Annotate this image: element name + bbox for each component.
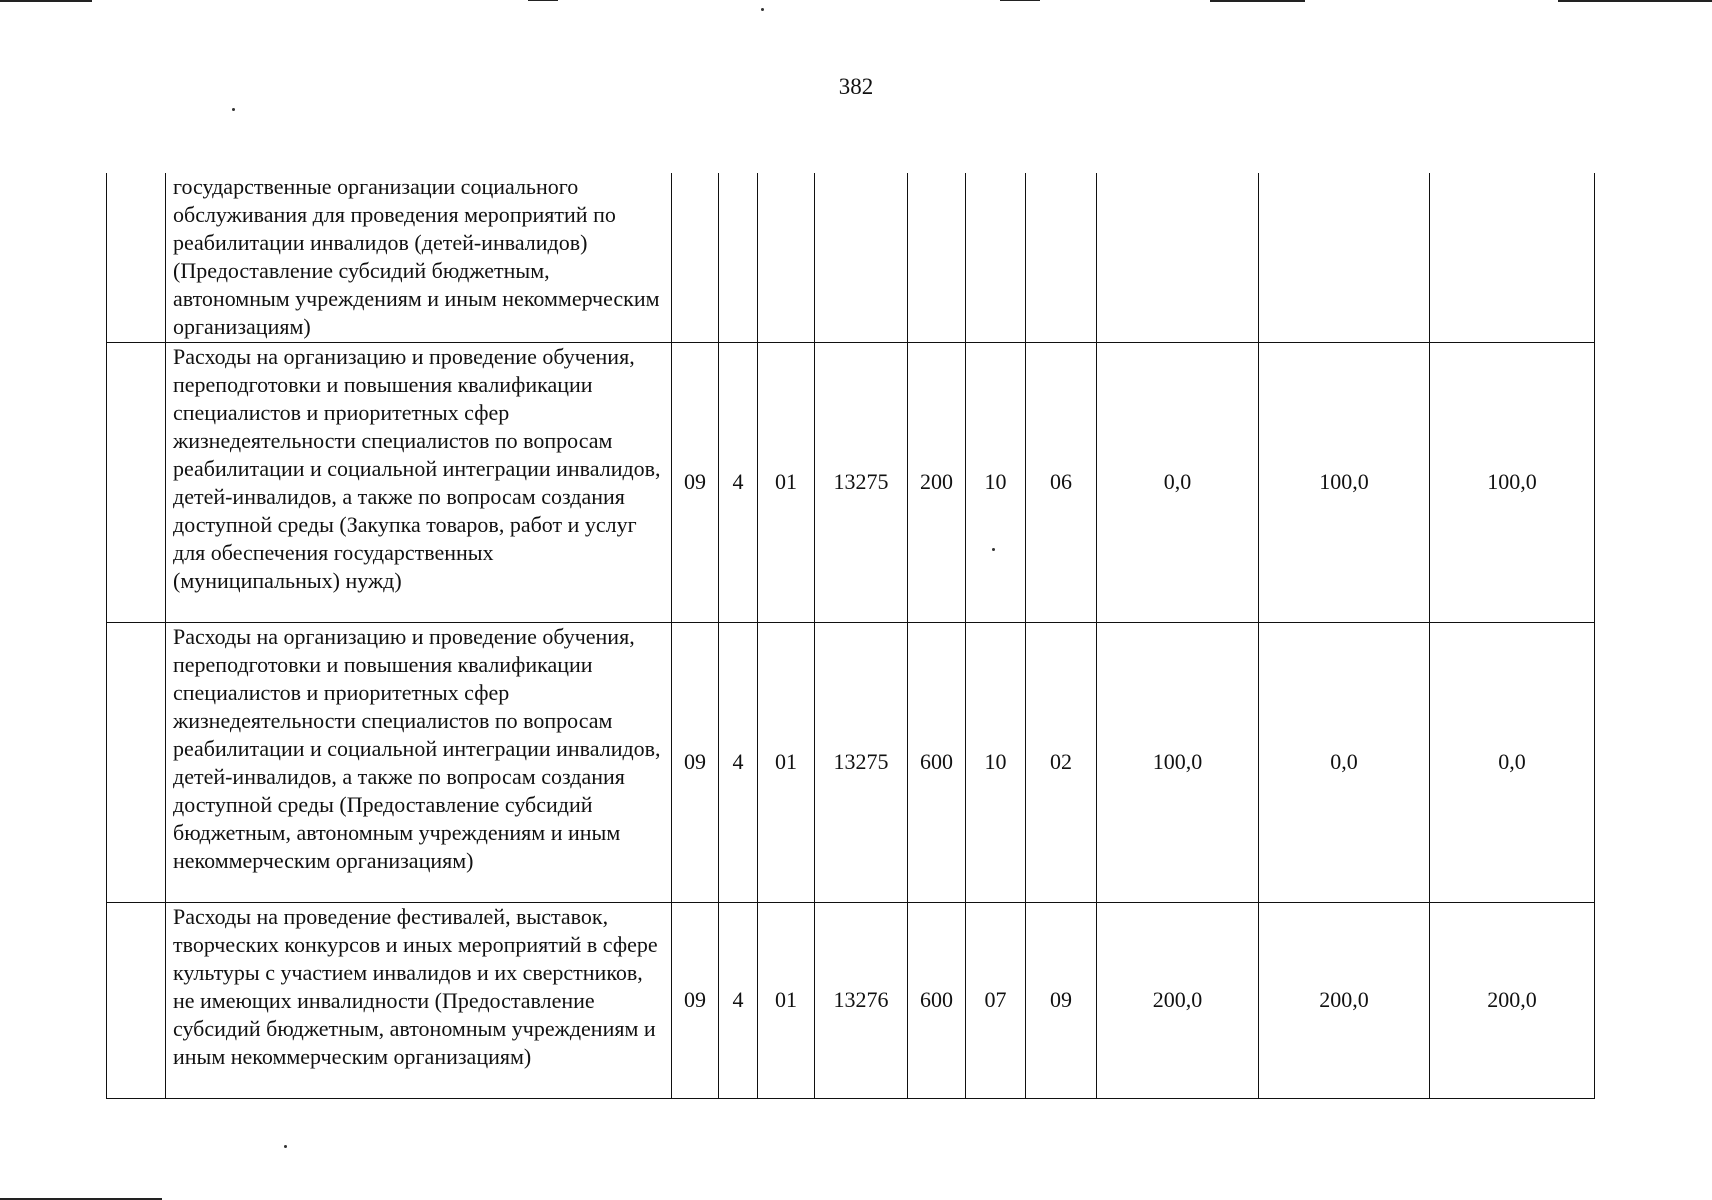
amount-cell xyxy=(1430,173,1595,342)
scan-artifact-dot xyxy=(761,8,764,11)
scan-artifact-line xyxy=(528,0,558,1)
scan-artifact-line xyxy=(0,0,92,2)
table-row xyxy=(107,902,1595,1098)
description-cell: Расходы на организацию и проведение обучения, переподготовки и повышения квалификации специалистов и приоритетных сфер жизнедеятельности специалистов по вопросам реабилитации и социальной интеграции инвалидов, детей-инвалидов, а также по вопросам создания доступной среды (Предоставление субсидий бюджетным, автономным учреждениям и иным некоммерческим организациям) xyxy=(166,622,672,902)
amount-cell: 100,0 xyxy=(1097,622,1259,902)
code-cell: 13276 xyxy=(815,902,908,1098)
code-cell: 600 xyxy=(908,902,966,1098)
scan-artifact-dot xyxy=(284,1145,287,1148)
scan-artifact-line xyxy=(1000,0,1040,1)
code-cell: 09 xyxy=(1026,902,1097,1098)
description-cell: Расходы на организацию и проведение обучения, переподготовки и повышения квалификации специалистов и приоритетных сфер жизнедеятельности специалистов по вопросам реабилитации и социальной интеграции инвалидов, детей-инвалидов, а также по вопросам создания доступной среды (Закупка товаров, работ и услуг для обеспечения государственных (муниципальных) нужд) xyxy=(166,342,672,622)
code-cell: 01 xyxy=(758,342,815,622)
amount-cell: 200,0 xyxy=(1259,902,1430,1098)
index-cell xyxy=(107,173,166,342)
budget-table xyxy=(106,173,1595,1099)
code-cell: 13275 xyxy=(815,342,908,622)
amount-cell xyxy=(1259,173,1430,342)
code-cell: 4 xyxy=(719,622,758,902)
index-cell xyxy=(107,342,166,622)
code-cell: 01 xyxy=(758,902,815,1098)
code-cell: 09 xyxy=(672,622,719,902)
scan-artifact-dot xyxy=(232,108,235,111)
code-cell: 10 xyxy=(966,622,1026,902)
code-cell: 01 xyxy=(758,622,815,902)
amount-cell: 200,0 xyxy=(1097,902,1259,1098)
code-cell: 200 xyxy=(908,342,966,622)
description-cell: государственные организации социального обслуживания для проведения мероприятий по реабилитации инвалидов (детей-инвалидов) (Предоставление субсидий бюджетным, автономным учреждениям и иным некоммерческим организациям) xyxy=(166,173,672,342)
page-number: 382 xyxy=(838,74,874,99)
code-cell xyxy=(908,173,966,342)
code-cell: 10 xyxy=(966,342,1026,622)
amount-cell: 100,0 xyxy=(1430,342,1595,622)
scan-artifact-line xyxy=(1210,0,1305,2)
code-cell: 600 xyxy=(908,622,966,902)
code-cell: 09 xyxy=(672,342,719,622)
table-row xyxy=(107,173,1595,342)
code-cell xyxy=(966,173,1026,342)
amount-cell: 0,0 xyxy=(1097,342,1259,622)
table-row xyxy=(107,622,1595,902)
code-cell: 02 xyxy=(1026,622,1097,902)
amount-cell: 100,0 xyxy=(1259,342,1430,622)
code-cell xyxy=(1026,173,1097,342)
index-cell xyxy=(107,902,166,1098)
code-cell: 07 xyxy=(966,902,1026,1098)
amount-cell: 0,0 xyxy=(1259,622,1430,902)
amount-cell: 200,0 xyxy=(1430,902,1595,1098)
table-row xyxy=(107,342,1595,622)
code-cell xyxy=(719,173,758,342)
amount-cell xyxy=(1097,173,1259,342)
scan-artifact-line xyxy=(1558,0,1712,2)
code-cell: 06 xyxy=(1026,342,1097,622)
code-cell: 09 xyxy=(672,902,719,1098)
index-cell xyxy=(107,622,166,902)
code-cell: 13275 xyxy=(815,622,908,902)
code-cell xyxy=(758,173,815,342)
code-cell: 4 xyxy=(719,902,758,1098)
code-cell xyxy=(672,173,719,342)
code-cell xyxy=(815,173,908,342)
amount-cell: 0,0 xyxy=(1430,622,1595,902)
description-cell: Расходы на проведение фестивалей, выставок, творческих конкурсов и иных мероприятий в сфере культуры с участием инвалидов и их сверстников, не имеющих инвалидности (Предоставление субсидий бюджетным, автономным учреждениям и иным некоммерческим организациям) xyxy=(166,902,672,1098)
code-cell: 4 xyxy=(719,342,758,622)
